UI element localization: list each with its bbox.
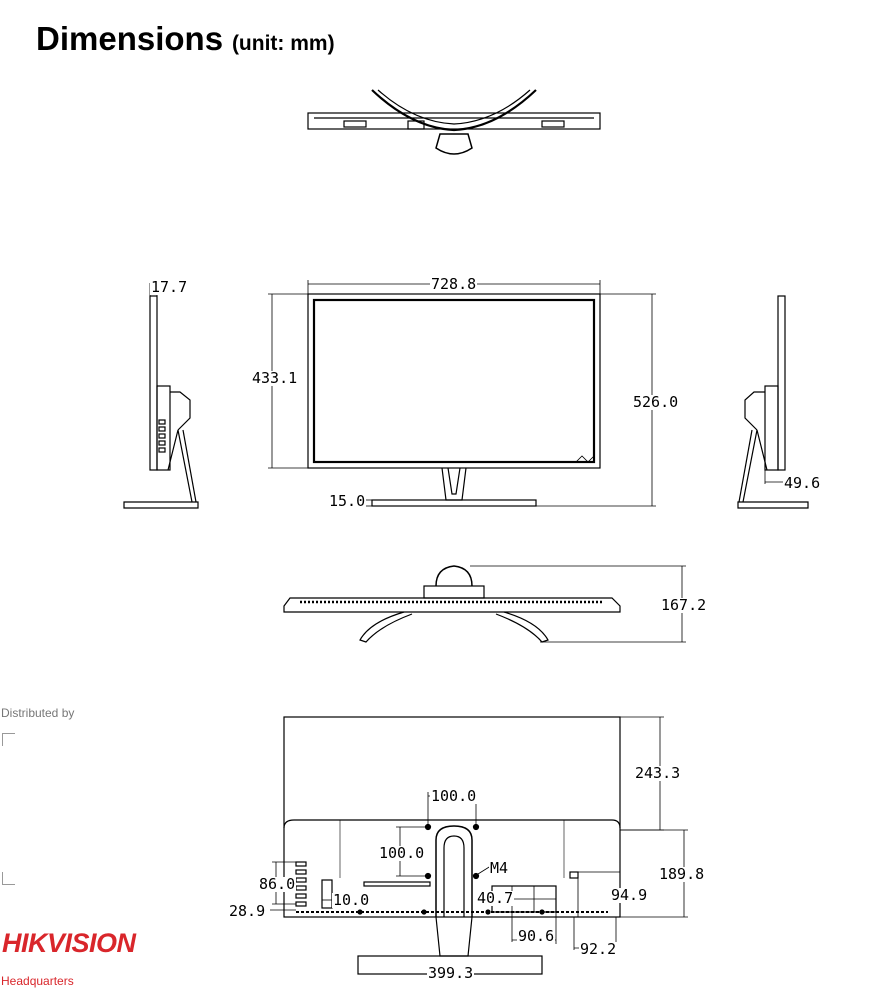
distributor-frame-bottom [2,872,15,885]
left-side-base [124,502,198,508]
left-side-view [124,283,198,508]
dim-front-width: 728.8 [431,275,477,293]
left-side-panel [150,296,157,470]
dim-screw: M4 [490,859,509,877]
dim-lower-height: 189.8 [659,865,705,883]
distributed-by-label: Distributed by [1,706,75,720]
bottom-view [284,566,686,642]
title-text: Dimensions [36,20,224,57]
unit-label: (unit: mm) [231,32,335,55]
distributor-frame-top [2,733,15,746]
dim-vesa-width: 100.0 [431,787,477,805]
dim-screen-height: 433.1 [252,369,298,387]
front-screen [314,300,594,462]
dim-io-width: 40.7 [477,889,514,907]
dim-vesa-height: 100.0 [379,844,425,862]
bottom-bezel [284,598,620,612]
front-view [268,280,656,506]
top-view-stand-joint [436,134,472,154]
top-view [308,90,600,154]
dim-right-offset: 92.2 [580,940,617,958]
dim-total-height: 526.0 [633,393,679,411]
dim-top-depth: 167.2 [661,596,707,614]
dim-io-offset: 90.6 [518,927,555,945]
dim-base-width: 399.3 [428,964,474,982]
dim-side-depth: 17.7 [151,278,188,296]
front-bezel [308,294,600,468]
headquarters-label: Headquarters [1,974,74,988]
back-view [270,717,688,974]
right-side-panel [778,296,785,470]
dim-side-stand-depth: 49.6 [784,474,821,492]
right-side-base [738,502,808,508]
brand-logo: HIKVISION [2,928,136,958]
dim-back-height: 243.3 [635,764,681,782]
bottom-stand-hub [436,566,472,586]
dim-lower-right: 94.9 [611,886,648,904]
dim-port-spacing: 10.0 [333,891,370,909]
back-stand-neck [436,826,472,917]
dim-port-height: 86.0 [259,875,296,893]
dim-base-thickness: 15.0 [329,492,366,510]
front-base [372,500,536,506]
back-panel [284,717,620,917]
dim-port-offset: 28.9 [229,902,266,920]
